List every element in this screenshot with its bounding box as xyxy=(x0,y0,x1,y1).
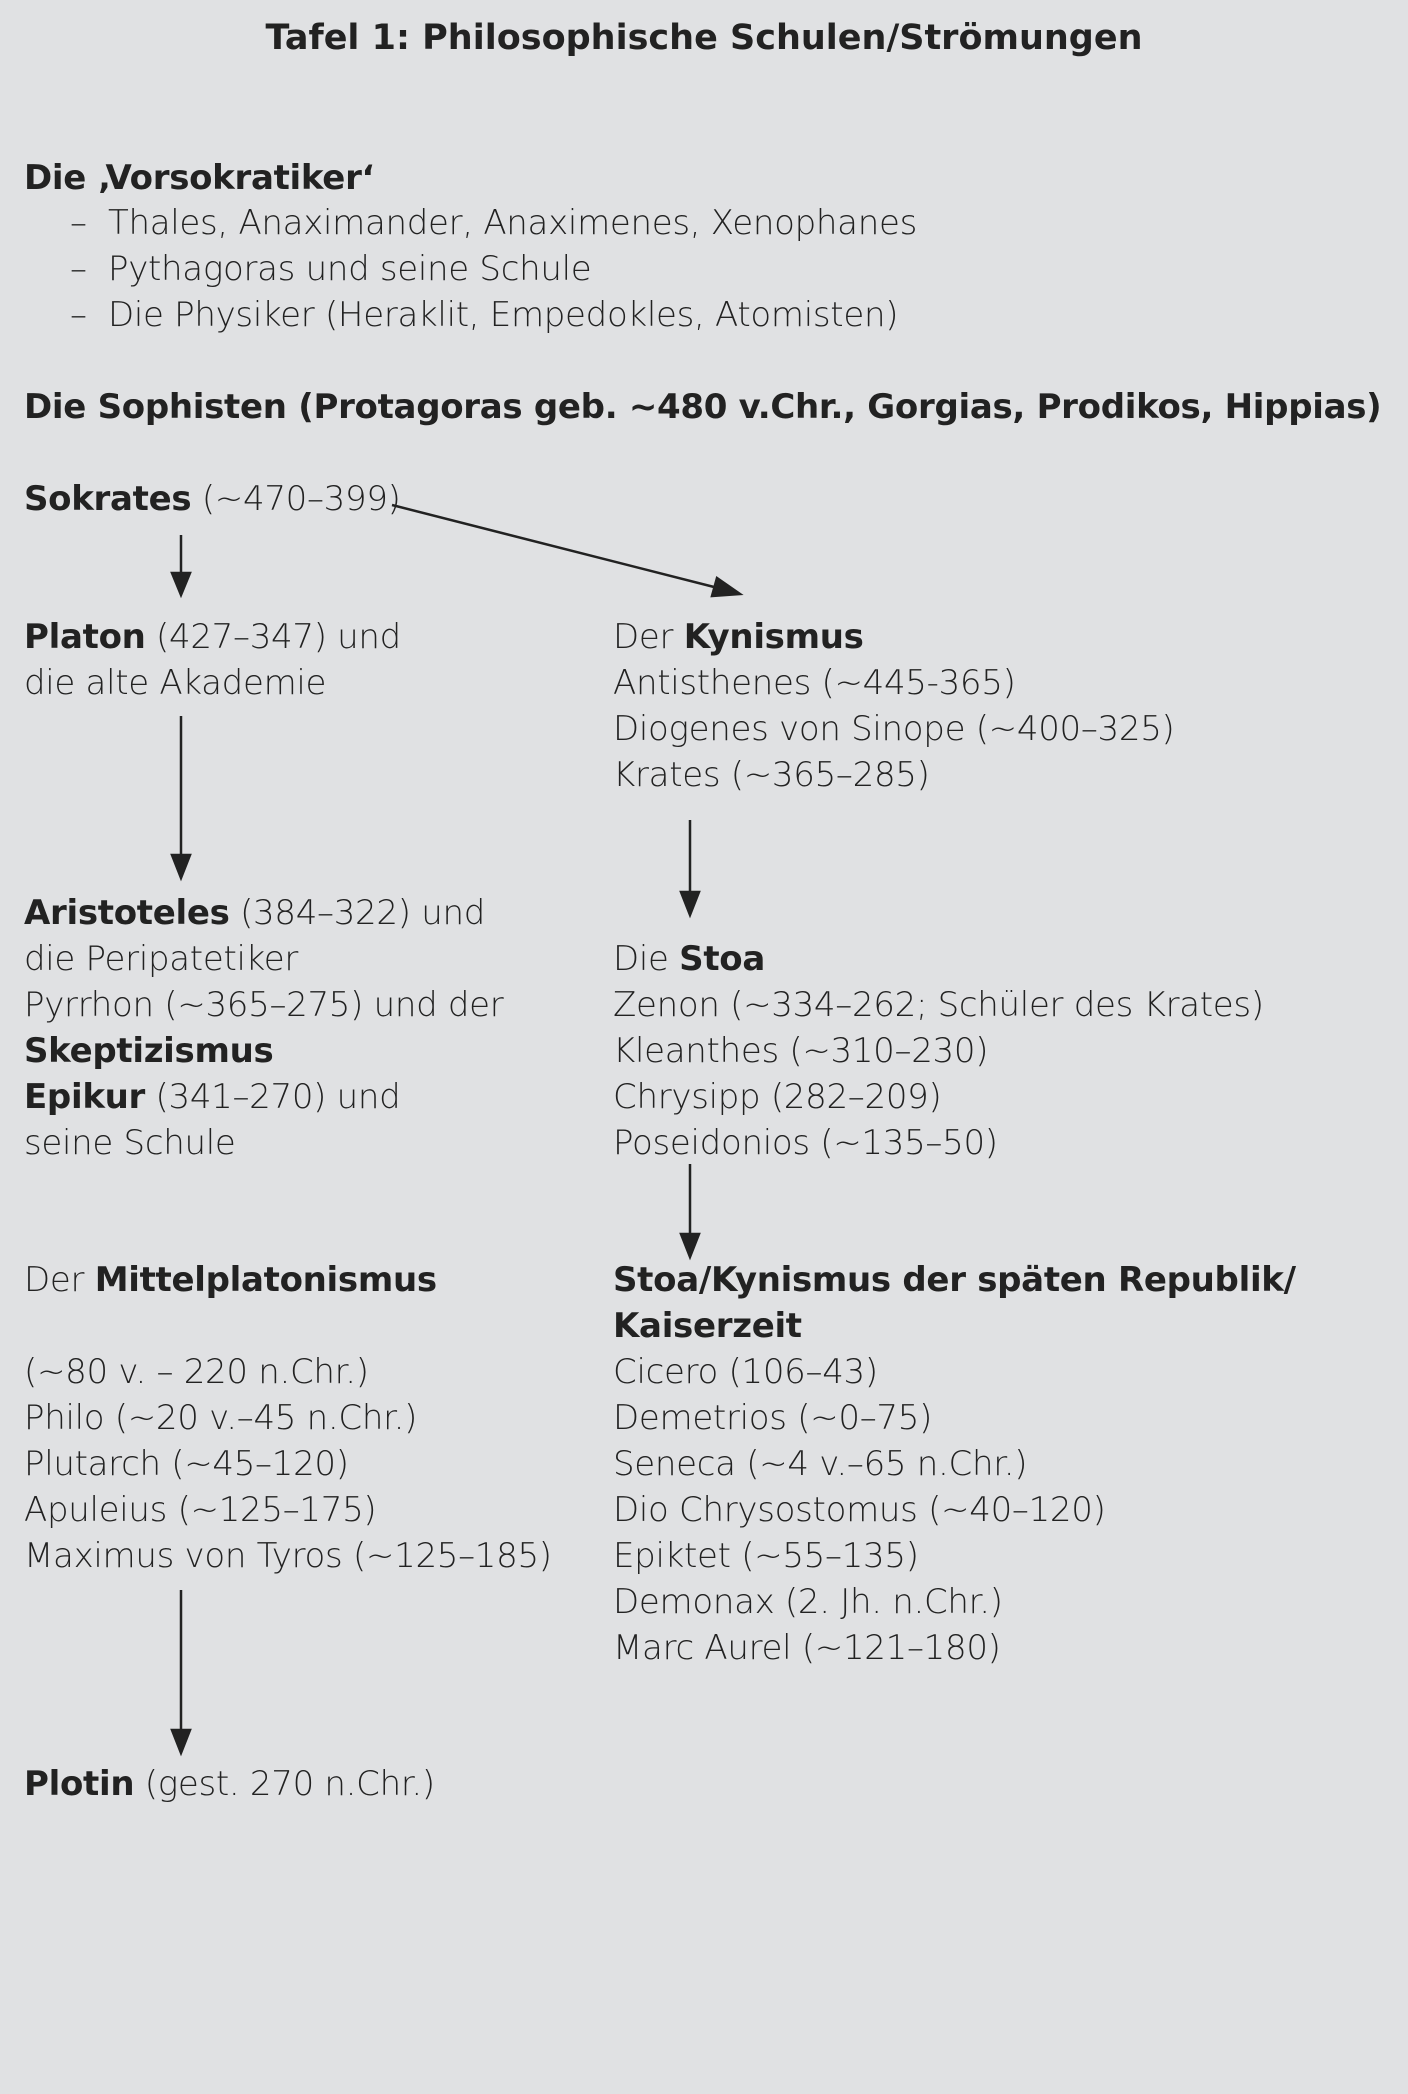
platon-node: Platon (427–347) und xyxy=(24,617,401,657)
kynismus-heading: Der Kynismus xyxy=(613,617,864,657)
list-item: Chrysipp (282–209) xyxy=(613,1077,942,1117)
page-title: Tafel 1: Philosophische Schulen/Strömungen xyxy=(265,18,1143,58)
list-item: Zenon (~334–262; Schüler des Krates) xyxy=(613,985,1264,1025)
list-item: (~80 v. – 220 n.Chr.) xyxy=(24,1352,369,1392)
list-item: Epiktet (~55–135) xyxy=(613,1536,919,1576)
vorsokratiker-heading: Die ‚Vorsokratiker‘ xyxy=(24,158,375,198)
list-item: Apuleius (~125–175) xyxy=(24,1490,377,1530)
list-item: Kleanthes (~310–230) xyxy=(613,1031,989,1071)
list-item: Demonax (2. Jh. n.Chr.) xyxy=(613,1582,1003,1622)
arrow-sokrates-platon xyxy=(172,535,190,595)
list-item: Maximus von Tyros (~125–185) xyxy=(24,1536,552,1576)
list-item: Poseidonios (~135–50) xyxy=(613,1123,998,1163)
sophisten-heading: Die Sophisten (Protagoras geb. ~480 v.Chr., Gorgias, Prodikos, Hippias) xyxy=(24,387,1382,427)
list-item: Marc Aurel (~121–180) xyxy=(613,1628,1001,1668)
epikur-line2: seine Schule xyxy=(24,1123,236,1163)
list-item: Philo (~20 v.–45 n.Chr.) xyxy=(24,1398,418,1438)
list-item: – Thales, Anaximander, Anaximenes, Xenophanes xyxy=(70,203,917,243)
spaetstoa-heading: Stoa/Kynismus der späten Republik/ xyxy=(613,1260,1296,1300)
list-item: Krates (~365–285) xyxy=(613,755,930,795)
list-item: Demetrios (~0–75) xyxy=(613,1398,933,1438)
list-item: – Pythagoras und seine Schule xyxy=(70,249,592,289)
list-item: Diogenes von Sinope (~400–325) xyxy=(613,709,1175,749)
arrow-sokrates-kynismus xyxy=(392,505,740,596)
aristoteles-line2: die Peripatetiker xyxy=(24,939,299,979)
list-item: Dio Chrysostomus (~40–120) xyxy=(613,1490,1106,1530)
spaetstoa-heading-line2: Kaiserzeit xyxy=(613,1306,802,1346)
mittelplatonismus-heading: Der Mittelplatonismus xyxy=(24,1260,437,1300)
list-item: Cicero (106–43) xyxy=(613,1352,878,1392)
arrow-kynismus-stoa xyxy=(681,820,699,915)
plotin-node: Plotin (gest. 270 n.Chr.) xyxy=(24,1764,435,1804)
aristoteles-node: Aristoteles (384–322) und xyxy=(24,893,485,933)
arrow-stoa-spaetstoa xyxy=(681,1164,699,1257)
arrow-platon-aristoteles xyxy=(172,716,190,878)
pyrrhon-line: Pyrrhon (~365–275) und der xyxy=(24,985,504,1025)
list-item: Seneca (~4 v.–65 n.Chr.) xyxy=(613,1444,1028,1484)
arrow-mittelplatonismus-plotin xyxy=(172,1590,190,1753)
list-item: – Die Physiker (Heraklit, Empedokles, Atomisten) xyxy=(70,295,899,335)
platon-line2: die alte Akademie xyxy=(24,663,327,703)
list-item: Antisthenes (~445-365) xyxy=(613,663,1016,703)
skeptizismus-label: Skeptizismus xyxy=(24,1031,274,1071)
stoa-heading: Die Stoa xyxy=(613,939,765,979)
sokrates-node: Sokrates (~470–399) xyxy=(24,479,401,519)
epikur-node: Epikur (341–270) und xyxy=(24,1077,401,1117)
list-item: Plutarch (~45–120) xyxy=(24,1444,349,1484)
